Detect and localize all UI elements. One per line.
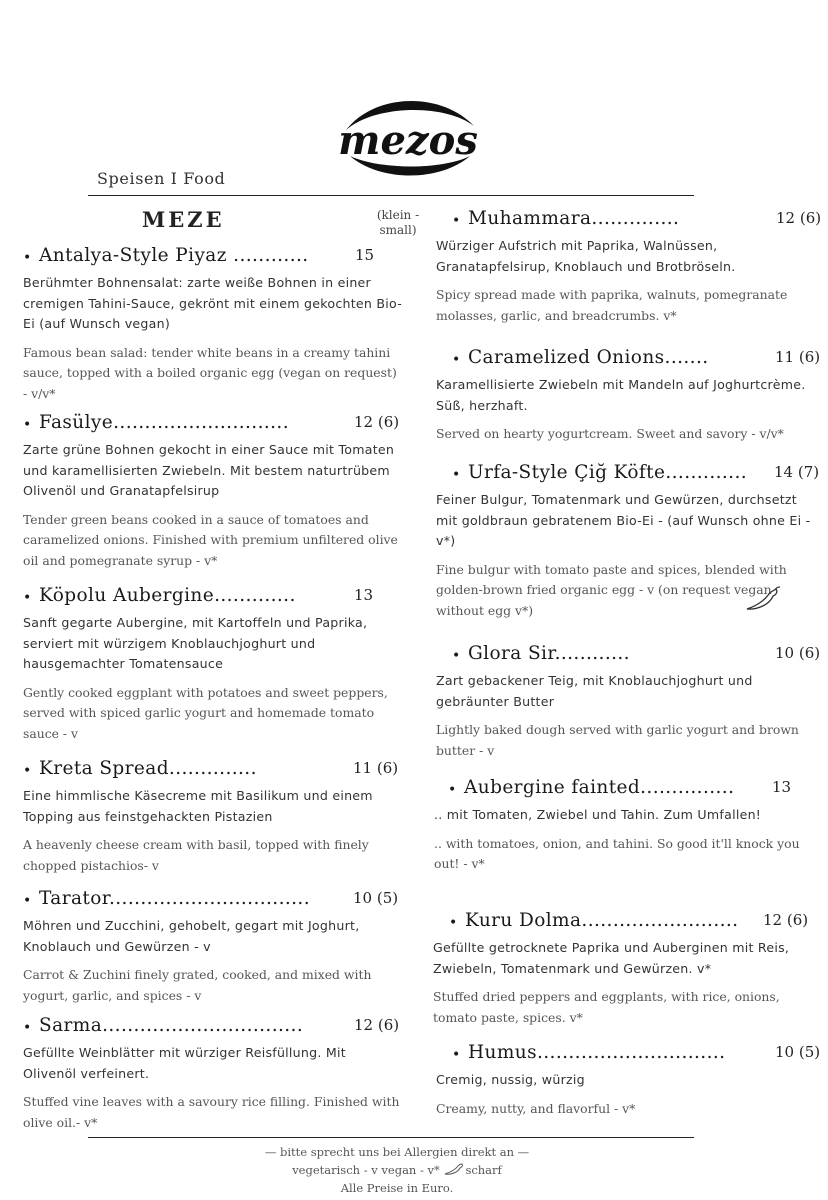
- item-title: • Sarma................................: [39, 1015, 303, 1036]
- item-description-de: Zart gebackener Teig, mit Knoblauchjoghurt und gebräunter Butter: [436, 673, 753, 709]
- item-description-en: Tender green beans cooked in a sauce of tomatoes and caramelized onions. Finished with premium unfiltered olive oil and pomegranate syrup - v*: [23, 511, 398, 568]
- item-title: • Urfa-Style Çiğ Köfte.............: [468, 462, 747, 483]
- item-price: 10 (5): [775, 1043, 821, 1061]
- item-title: • Glora Sir............: [468, 643, 630, 664]
- menu-item: [23, 412, 403, 571]
- item-title: • Kreta Spread..............: [39, 758, 257, 779]
- bottom-divider: [88, 1137, 694, 1138]
- price-note: Alle Preise in Euro.: [340, 1181, 454, 1195]
- item-description-en: Carrot & Zuchini finely grated, cooked, and mixed with yogurt, garlic, and spices - v: [23, 967, 372, 1003]
- item-description-de: Gefüllte Weinblätter mit würziger Reisfüllung. Mit Olivenöl verfeinert.: [23, 1045, 346, 1081]
- brand-logo-text: mezos: [338, 117, 478, 164]
- item-description-en: Gently cooked eggplant with potatoes and sweet peppers, served with spiced garlic yogurt and homemade tomato sauce - v: [23, 684, 388, 741]
- item-price: 12 (6): [776, 209, 822, 227]
- menu-item: [23, 585, 403, 744]
- item-description-de: Möhren und Zucchini, gehobelt, gegart mit Joghurt, Knoblauch und Gewürzen - v: [23, 918, 360, 954]
- menu-item: [23, 245, 403, 404]
- item-description-de: Eine himmlische Käsecreme mit Basilikum und einem Topping aus feinstgehackten Pistazien: [23, 788, 373, 824]
- menu-item: [23, 888, 403, 1006]
- item-title: • Köpolu Aubergine.............: [39, 585, 296, 606]
- item-description-de: Karamellisierte Zwiebeln mit Mandeln auf Joghurtcrème. Süß, herzhaft.: [436, 377, 806, 413]
- item-price: 15: [355, 246, 375, 264]
- menu-item: [436, 1042, 821, 1119]
- item-price: 12 (6): [354, 413, 400, 431]
- menu-item: [436, 208, 822, 326]
- item-description-de: Zarte grüne Bohnen gekocht in einer Sauce mit Tomaten und karamellisierten Zwiebeln. Mit bestem naturtrübem Olivenöl und Granatapfelsirup: [23, 442, 395, 498]
- menu-item: [23, 1015, 403, 1133]
- menu-item: [23, 758, 403, 876]
- item-title: • Fasülye............................: [39, 412, 289, 433]
- menu-item: [434, 777, 816, 875]
- category-note: (klein - small): [376, 208, 420, 237]
- item-description-en: Served on hearty yogurtcream. Sweet and savory - v/v*: [436, 426, 784, 441]
- spicy-legend-icon: [443, 1162, 465, 1181]
- item-description-en: Fine bulgur with tomato paste and spices, blended with golden-brown fried organic egg - v (on request vegan without egg v*): [436, 561, 787, 618]
- item-title: • Tarator................................: [39, 888, 310, 909]
- item-price: 12 (6): [763, 911, 809, 929]
- item-description-de: .. mit Tomaten, Zwiebel und Tahin. Zum Umfallen!: [434, 807, 762, 822]
- item-title: • Antalya-Style Piyaz ............: [39, 245, 309, 266]
- item-description-de: Würziger Aufstrich mit Paprika, Walnüssen, Granatapfelsirup, Knoblauch und Brotbröseln.: [436, 238, 736, 274]
- item-description-en: Stuffed dried peppers and eggplants, with rice, onions, tomato paste, spices. v*: [433, 989, 780, 1025]
- item-title: • Humus..............................: [468, 1042, 725, 1063]
- diet-legend-text: vegetarisch - v vegan - v*: [292, 1163, 440, 1177]
- menu-item: [436, 347, 821, 445]
- item-price: 13: [354, 586, 374, 604]
- item-price: 13: [772, 778, 792, 796]
- top-divider: [88, 195, 694, 196]
- item-title: • Aubergine fainted...............: [464, 777, 734, 798]
- menu-item: [436, 643, 828, 761]
- item-description-en: .. with tomatoes, onion, and tahini. So good it'll knock you out! - v*: [434, 835, 800, 871]
- item-description-de: Berühmter Bohnensalat: zarte weiße Bohnen in einer cremigen Tahini-Sauce, gekrönt mit einem gekochten Bio-Ei (auf Wunsch vegan): [23, 275, 403, 331]
- spicy-legend-label: scharf: [465, 1163, 502, 1177]
- item-description-de: Sanft gegarte Aubergine, mit Kartoffeln und Paprika, serviert mit würzigem Knoblauchjoghurt und hausgemachter Tomatensauce: [23, 615, 368, 671]
- diet-legend: [200, 1161, 594, 1181]
- item-description-en: Spicy spread made with paprika, walnuts, pomegranate molasses, garlic, and breadcrumbs. v*: [436, 287, 788, 323]
- item-price: 10 (5): [353, 889, 399, 907]
- chili-pepper-icon: [742, 586, 782, 618]
- item-description-de: Feiner Bulgur, Tomatenmark und Gewürzen, durchsetzt mit goldbraun gebratenem Bio-Ei - (auf Wunsch ohne Ei - v*): [436, 492, 811, 548]
- item-description-en: Creamy, nutty, and flavorful - v*: [436, 1100, 636, 1116]
- item-description-en: Famous bean salad: tender white beans in a creamy tahini sauce, topped with a boiled organic egg (vegan on request) - v/v*: [23, 344, 397, 401]
- item-title: • Kuru Dolma.........................: [465, 910, 738, 931]
- section-label: Speisen I Food: [97, 169, 226, 188]
- item-description-en: Lightly baked dough served with garlic yogurt and brown butter - v: [436, 722, 799, 758]
- item-description-en: Stuffed vine leaves with a savoury rice filling. Finished with olive oil.- v*: [23, 1094, 400, 1130]
- item-title: • Caramelized Onions.......: [468, 347, 709, 368]
- menu-item: [433, 910, 818, 1028]
- item-price: 10 (6): [775, 644, 821, 662]
- category-title: MEZE: [142, 207, 225, 232]
- item-description-de: Gefüllte getrocknete Paprika und Auberginen mit Reis, Zwiebeln, Tomatenmark und Gewürzen. v*: [433, 940, 790, 976]
- item-price: 11 (6): [353, 759, 399, 777]
- allergy-note: — bitte sprecht uns bei Allergien direkt an —: [264, 1145, 530, 1159]
- menu-item: [436, 462, 818, 621]
- brand-logo: [336, 86, 482, 182]
- item-price: 14 (7): [774, 463, 820, 481]
- item-price: 12 (6): [354, 1016, 400, 1034]
- item-price: 11 (6): [775, 348, 821, 366]
- item-title: • Muhammara..............: [468, 208, 679, 229]
- item-description-en: A heavenly cheese cream with basil, topped with finely chopped pistachios- v: [23, 837, 369, 873]
- item-description-de: Cremig, nussig, würzig: [436, 1072, 585, 1087]
